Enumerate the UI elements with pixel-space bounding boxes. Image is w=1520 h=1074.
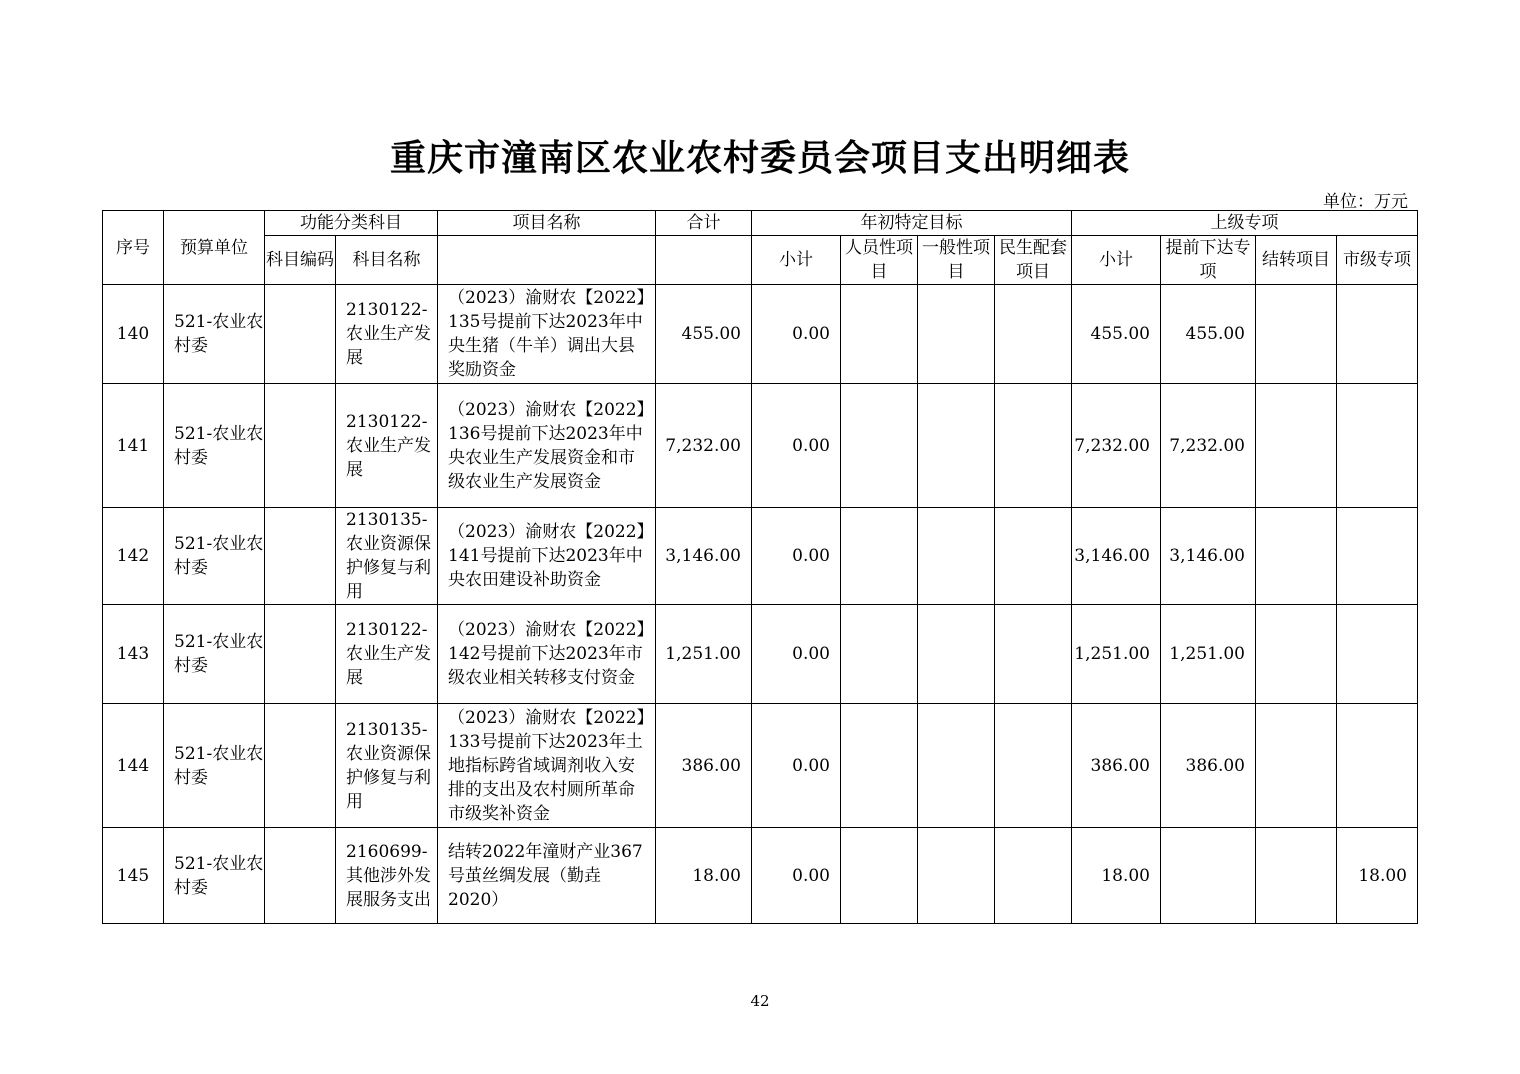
row-unit: 521-农业农村委 [164,384,265,508]
row-project: （2023）渝财农【2022】136号提前下达2023年中央农业生产发展资金和市级农业生产发展资金 [438,384,656,508]
row-total: 3,146.00 [656,508,752,605]
row-code [265,704,336,828]
row-superior-subtotal: 386.00 [1072,704,1161,828]
page-title: 重庆市潼南区农业农村委员会项目支出明细表 [389,137,1130,179]
header-city: 市级专项 [1337,236,1418,285]
row-code [265,508,336,605]
row-general [918,508,995,605]
row-city [1337,704,1418,828]
row-project: （2023）渝财农【2022】135号提前下达2023年中央生猪（牛羊）调出大县奖励资金 [438,285,656,384]
row-livelihood [995,384,1072,508]
row-project: （2023）渝财农【2022】133号提前下达2023年土地指标跨省域调剂收入安排的支出及农村厕所革命市级奖补资金 [438,704,656,828]
row-personnel [841,605,918,704]
table-row [103,605,1418,704]
row-unit: 521-农业农村委 [164,704,265,828]
row-subject: 2130135-农业资源保护修复与利用 [336,704,438,828]
table-row [103,384,1418,508]
header-personnel: 人员性项目 [841,236,918,285]
unit-label: 单位：万元 [1323,192,1408,212]
row-project: （2023）渝财农【2022】141号提前下达2023年中央农田建设补助资金 [438,508,656,605]
header-total-blank [656,236,752,285]
table-row [103,704,1418,828]
header-budget-unit: 预算单位 [164,211,265,285]
header-func-class: 功能分类科目 [265,211,438,236]
row-seq: 140 [103,285,164,384]
table-row [103,508,1418,605]
row-livelihood [995,285,1072,384]
header-project-name: 项目名称 [438,211,656,236]
row-general [918,605,995,704]
row-unit: 521-农业农村委 [164,605,265,704]
row-livelihood [995,605,1072,704]
row-personnel [841,704,918,828]
row-superior-subtotal: 18.00 [1072,828,1161,924]
row-carryover [1256,508,1337,605]
header-livelihood: 民生配套项目 [995,236,1072,285]
row-city [1337,508,1418,605]
row-superior-subtotal: 7,232.00 [1072,384,1161,508]
row-city [1337,384,1418,508]
row-initial-subtotal: 0.00 [752,508,841,605]
row-advance: 455.00 [1161,285,1256,384]
row-code [265,828,336,924]
page-number: 42 [750,992,770,1010]
header-initial-target: 年初特定目标 [752,211,1072,236]
row-livelihood [995,704,1072,828]
row-advance [1161,828,1256,924]
row-initial-subtotal: 0.00 [752,384,841,508]
row-total: 386.00 [656,704,752,828]
row-carryover [1256,828,1337,924]
row-city [1337,285,1418,384]
row-project: （2023）渝财农【2022】142号提前下达2023年市级农业相关转移支付资金 [438,605,656,704]
row-general [918,828,995,924]
row-personnel [841,828,918,924]
row-advance: 386.00 [1161,704,1256,828]
row-initial-subtotal: 0.00 [752,605,841,704]
row-livelihood [995,828,1072,924]
row-advance: 1,251.00 [1161,605,1256,704]
header-advance: 提前下达专项 [1161,236,1256,285]
row-superior-subtotal: 455.00 [1072,285,1161,384]
row-personnel [841,508,918,605]
row-code [265,605,336,704]
row-project: 结转2022年潼财产业367号茧丝绸发展（勤垚2020） [438,828,656,924]
row-city [1337,605,1418,704]
row-carryover [1256,704,1337,828]
row-advance: 7,232.00 [1161,384,1256,508]
row-superior-subtotal: 1,251.00 [1072,605,1161,704]
row-subject: 2130122-农业生产发展 [336,605,438,704]
row-subject: 2130122-农业生产发展 [336,384,438,508]
header-total: 合计 [656,211,752,236]
header-subject-code: 科目编码 [265,236,336,285]
row-unit: 521-农业农村委 [164,285,265,384]
table-row [103,285,1418,384]
row-initial-subtotal: 0.00 [752,285,841,384]
row-general [918,285,995,384]
row-unit: 521-农业农村委 [164,828,265,924]
row-superior-subtotal: 3,146.00 [1072,508,1161,605]
header-general: 一般性项目 [918,236,995,285]
row-initial-subtotal: 0.00 [752,828,841,924]
header-subject-name: 科目名称 [336,236,438,285]
row-total: 7,232.00 [656,384,752,508]
row-seq: 144 [103,704,164,828]
row-unit: 521-农业农村委 [164,508,265,605]
row-city: 18.00 [1337,828,1418,924]
header-initial-subtotal: 小计 [752,236,841,285]
row-subject: 2130122-农业生产发展 [336,285,438,384]
row-total: 455.00 [656,285,752,384]
expenditure-table [102,210,1418,924]
row-seq: 141 [103,384,164,508]
header-superior-subtotal: 小计 [1072,236,1161,285]
row-general [918,384,995,508]
row-livelihood [995,508,1072,605]
row-seq: 145 [103,828,164,924]
header-carryover: 结转项目 [1256,236,1337,285]
row-personnel [841,285,918,384]
row-subject: 2160699-其他涉外发展服务支出 [336,828,438,924]
row-seq: 142 [103,508,164,605]
row-code [265,285,336,384]
row-carryover [1256,605,1337,704]
row-seq: 143 [103,605,164,704]
table-row [103,828,1418,924]
row-general [918,704,995,828]
row-personnel [841,384,918,508]
row-total: 1,251.00 [656,605,752,704]
row-advance: 3,146.00 [1161,508,1256,605]
row-carryover [1256,285,1337,384]
row-carryover [1256,384,1337,508]
row-total: 18.00 [656,828,752,924]
table-header [103,211,1418,285]
header-seq: 序号 [103,211,164,285]
row-subject: 2130135-农业资源保护修复与利用 [336,508,438,605]
header-superior: 上级专项 [1072,211,1418,236]
header-project-name-blank [438,236,656,285]
row-code [265,384,336,508]
row-initial-subtotal: 0.00 [752,704,841,828]
